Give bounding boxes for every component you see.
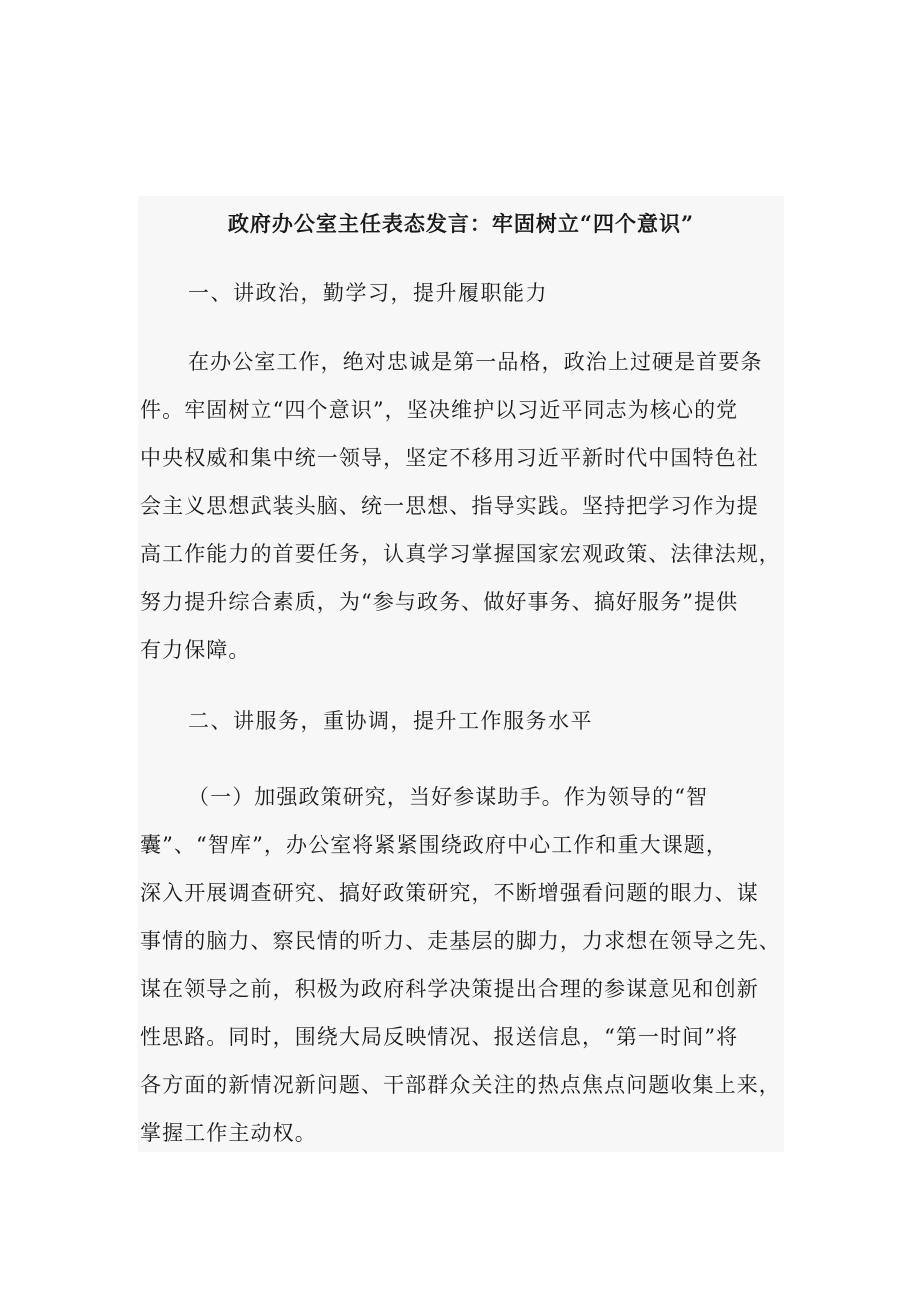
paragraph-line: （一）加强政策研究，当好参谋助手。作为领导的“智 [188,785,709,809]
paragraph-line: 囊”、“智库”，办公室将紧紧围绕政府中心工作和重大课题， [140,833,729,857]
section-2-paragraph [140,773,784,1157]
paragraph-line: 高工作能力的首要任务，认真学习掌握国家宏观政策、法律法规， [140,542,781,566]
section-heading-1: 一、讲政治，勤学习，提升履职能力 [188,281,548,305]
paragraph-line: 中央权威和集中统一领导，坚定不移用习近平新时代中国特色社 [140,446,759,470]
paragraph-line: 深入开展调查研究、搞好政策研究，不断增强看问题的眼力、谋 [140,881,759,905]
section-heading-2: 二、讲服务，重协调，提升工作服务水平 [188,709,593,733]
paragraph-line: 各方面的新情况新问题、干部群众关注的热点焦点问题收集上来， [140,1073,781,1097]
document-title: 政府办公室主任表态发言：牢固树立“四个意识” [227,211,695,236]
paragraph-line: 事情的脑力、察民情的听力、走基层的脚力，力求想在领导之先、 [140,929,781,953]
paragraph-line: 会主义思想武装头脑、统一思想、指导实践。坚持把学习作为提 [140,494,759,518]
paragraph-line: 件。牢固树立“四个意识”，坚决维护以习近平同志为核心的党 [140,398,739,422]
paragraph-line: 有力保障。 [140,638,251,662]
paragraph-line: 努力提升综合素质，为“参与政务、做好事务、搞好服务”提供 [140,590,739,614]
section-1-paragraph [140,338,784,674]
paragraph-line: 性思路。同时，围绕大局反映情况、报送信息，“第一时间”将 [140,1025,739,1049]
paragraph-line: 谋在领导之前，积极为政府科学决策提出合理的参谋意见和创新 [140,977,759,1001]
paragraph-line: 掌握工作主动权。 [140,1121,317,1145]
paragraph-line: 在办公室工作，绝对忠诚是第一品格，政治上过硬是首要条 [188,350,763,374]
